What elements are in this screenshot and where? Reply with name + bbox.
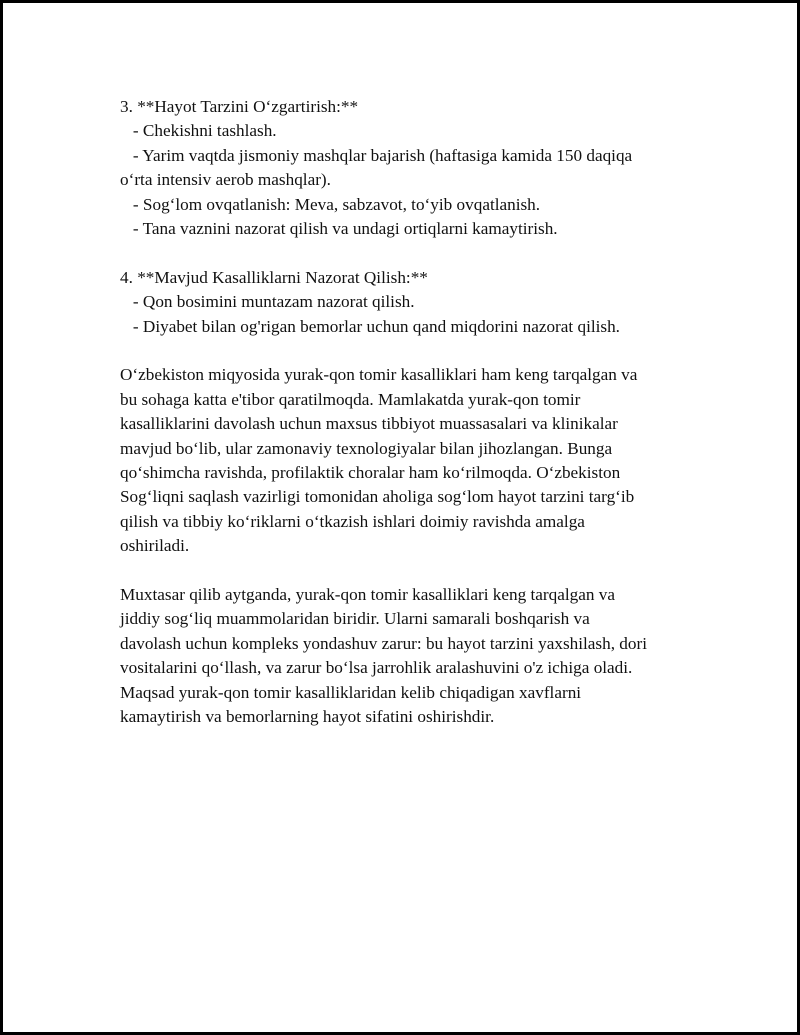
paragraph-line: jiddiy sog‘liq muammolaridan biridir. Ularni samarali boshqarish va <box>120 609 590 629</box>
paragraph-line: qo‘shimcha ravishda, profilaktik choralar ham ko‘rilmoqda. O‘zbekiston <box>120 463 621 483</box>
document-body <box>120 95 710 730</box>
paragraph-line: Muxtasar qilib aytganda, yurak-qon tomir kasalliklari keng tarqalgan va <box>120 585 615 605</box>
list-item: - Qon bosimini muntazam nazorat qilish. <box>120 292 415 312</box>
paragraph-line: O‘zbekiston miqyosida yurak-qon tomir kasalliklari ham keng tarqalgan va <box>120 365 638 385</box>
paragraph-line: vositalarini qo‘llash, va zarur bo‘lsa jarrohlik aralashuvini o'z ichiga oladi. <box>120 658 633 678</box>
list-item: - Yarim vaqtda jismoniy mashqlar bajarish (haftasiga kamida 150 daqiqa <box>120 145 633 165</box>
paragraph-line: bu sohaga katta e'tibor qaratilmoqda. Mamlakatda yurak-qon tomir <box>120 389 581 409</box>
spacer <box>120 339 710 363</box>
spacer <box>120 241 710 265</box>
paragraph-conclusion <box>120 583 710 729</box>
section-lifestyle-changes <box>120 95 710 241</box>
paragraph-line: oshiriladi. <box>120 536 190 556</box>
section-heading: 3. **Hayot Tarzini O‘zgartirish:** <box>120 97 359 116</box>
paragraph-line: davolash uchun kompleks yondashuv zarur: bu hayot tarzini yaxshilash, dori <box>120 633 647 653</box>
list-item: - Chekishni tashlash. <box>120 121 277 141</box>
paragraph-line: kamaytirish va bemorlarning hayot sifatini oshirishdir. <box>120 707 495 727</box>
spacer <box>120 559 710 583</box>
paragraph-uzbekistan <box>120 363 710 558</box>
paragraph-line: Maqsad yurak-qon tomir kasalliklaridan kelib chiqadigan xavflarni <box>120 682 582 702</box>
section-heading: 4. **Mavjud Kasalliklarni Nazorat Qilish:** <box>120 267 428 287</box>
paragraph-line: qilish va tibbiy ko‘riklarni o‘tkazish ishlari doimiy ravishda amalga <box>120 511 585 531</box>
list-item: - Sog‘lom ovqatlanish: Meva, sabzavot, to‘yib ovqatlanish. <box>120 194 541 214</box>
paragraph-line: mavjud bo‘lib, ular zamonaviy texnologiyalar bilan jihozlangan. Bunga <box>120 438 613 458</box>
list-item-continuation: o‘rta intensiv aerob mashqlar). <box>120 170 331 190</box>
list-item: - Diyabet bilan og'rigan bemorlar uchun qand miqdorini nazorat qilish. <box>120 316 620 336</box>
paragraph-line: kasalliklarini davolash uchun maxsus tibbiyot muassasalari va klinikalar <box>120 414 618 434</box>
paragraph-line: Sog‘liqni saqlash vazirligi tomonidan aholiga sog‘lom hayot tarzini targ‘ib <box>120 487 635 507</box>
section-disease-control <box>120 266 710 339</box>
list-item: - Tana vaznini nazorat qilish va undagi ortiqlarni kamaytirish. <box>120 219 558 239</box>
